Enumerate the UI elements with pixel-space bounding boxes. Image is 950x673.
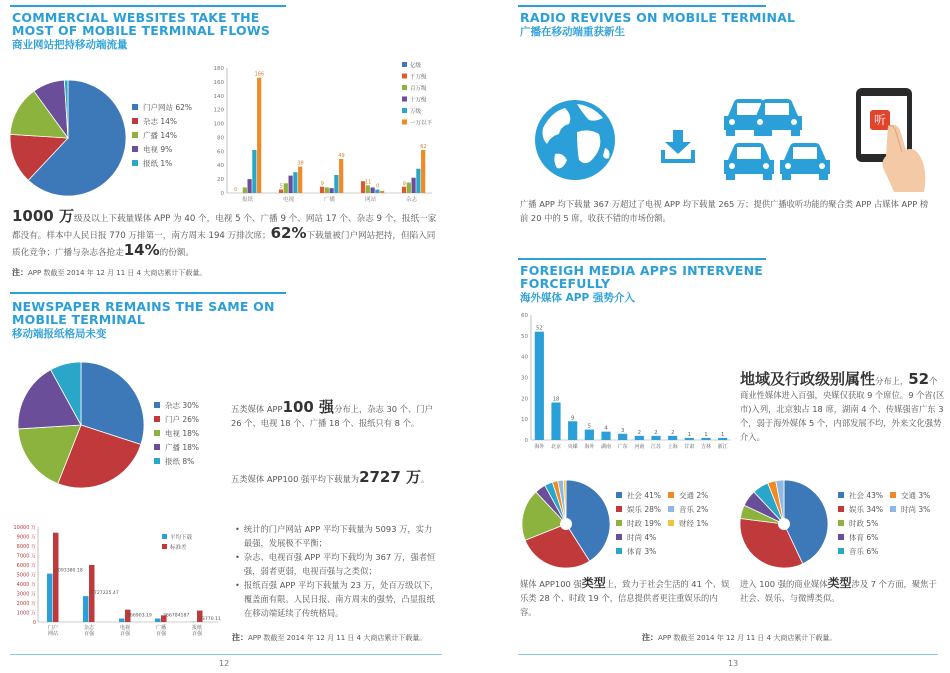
bar-海外 <box>585 430 594 440</box>
legend-row <box>838 544 942 558</box>
pie-legend <box>616 488 720 558</box>
highlight-number: 1000 万 <box>12 207 74 225</box>
legend-item <box>616 490 668 501</box>
footer-rule <box>518 654 938 655</box>
bar-报纸-万级 <box>252 150 256 193</box>
legend-item <box>838 504 890 515</box>
legend-item <box>838 546 890 557</box>
legend-label: 电视 9% <box>143 144 173 154</box>
bar-网站-百万级 <box>366 185 370 193</box>
legend-item <box>132 128 192 142</box>
legend-swatch <box>162 534 167 539</box>
bar-杂志-一万以下 <box>421 150 425 193</box>
y-tick-label: 0 <box>524 438 528 444</box>
legend-item <box>132 114 192 128</box>
legend-row <box>838 530 942 544</box>
section-title-cn: 商业网站把持移动端流量 <box>12 39 128 51</box>
bar-网站-一万以下 <box>380 191 384 193</box>
legend-label: 社会 43% <box>849 490 884 500</box>
legend-label: 杂志 30% <box>165 400 200 410</box>
bar-海外 <box>535 332 544 440</box>
legend-row <box>838 516 942 530</box>
y-tick-label: 100 <box>213 121 224 128</box>
legend-label: 音乐 6% <box>849 546 879 556</box>
x-tick-label: 报纸 <box>241 197 254 203</box>
legend-item <box>838 518 890 529</box>
x-tick-label: 央媒 <box>567 444 578 450</box>
bar-电视-万级 <box>293 172 297 193</box>
legend-swatch <box>838 520 844 526</box>
bar-报纸-十万级 <box>248 179 252 193</box>
legend-row <box>616 544 720 558</box>
data-label: 2727225.47 <box>91 591 119 597</box>
bar-广播-百万级 <box>325 187 329 193</box>
legend-label: 万级 <box>410 109 422 115</box>
bullet-text: 杂志、电视百强 APP 平均下载均为 367 万，强者恒强，弱者更弱，电视百强与之类似； <box>243 552 436 576</box>
pie-chart-types-commercial <box>738 478 830 570</box>
y-tick-label: 4000 万 <box>16 582 36 588</box>
average-downloads-text: 五类媒体 APP100 强平均下载量为2727 万。 <box>231 468 430 486</box>
data-label: 23770.11 <box>199 616 221 622</box>
pie-chart-media-share <box>8 78 128 198</box>
bar-杂志-百万级 <box>407 183 411 193</box>
highlight-number: 14% <box>123 241 160 259</box>
phone-tap-icon <box>850 86 930 194</box>
legend-item <box>838 532 890 543</box>
legend-swatch <box>154 444 160 450</box>
legend-label: 百万级 <box>410 86 427 92</box>
legend-item <box>154 426 199 440</box>
donut-hole <box>778 518 790 530</box>
legend-swatch <box>402 74 407 79</box>
y-tick-label: 3000 万 <box>16 591 36 598</box>
legend-label: 时政 19% <box>627 518 662 528</box>
body-text: 级及以上下载量媒体 APP 为 40 个，电视 5 个、广播 9 个、网站 17 个、杂志 9 个，报纸一家都没有。样本中人民日报 770 万排第一，南方周末 194 万排次席； <box>12 214 437 241</box>
data-label: 62 <box>420 143 427 150</box>
legend-swatch <box>402 97 407 102</box>
bar-电视百强-平均下载 <box>119 619 125 622</box>
legend-row <box>838 502 942 516</box>
x-tick-label: 北京 <box>550 444 562 450</box>
donut-hole <box>560 518 572 530</box>
legend-swatch <box>154 416 160 422</box>
footnote: 注：APP 数截至 2014 年 12 月 11 日 4 大商店累计下载量。 <box>12 268 207 277</box>
section-title-cn: 移动端报纸格局未变 <box>12 328 107 340</box>
y-tick-label: 80 <box>217 135 224 142</box>
legend-label: 娱乐 28% <box>627 504 662 514</box>
top-rule-right <box>518 5 766 7</box>
legend-label: 娱乐 34% <box>849 504 884 514</box>
bar-央媒 <box>568 421 577 440</box>
bar-门户网站-平均下载 <box>47 574 53 622</box>
x-tick-label: 百强 <box>119 631 131 637</box>
legend-item <box>668 504 720 515</box>
bullet-icon: • <box>235 524 240 534</box>
legend-label: 门户网站 62% <box>143 102 193 112</box>
data-label: 9 <box>402 180 406 187</box>
x-tick-label: 湖南 <box>600 444 612 450</box>
bar-电视-千万级 <box>279 190 283 193</box>
section-title-en: NEWSPAPER REMAINS THE SAME ON MOBILE TERMINAL <box>12 299 275 327</box>
y-tick-label: 120 <box>213 107 224 114</box>
legend-label: 千万级 <box>410 74 427 81</box>
legend-swatch <box>890 492 896 498</box>
bar-浙江 <box>718 438 727 440</box>
legend-label: 广播 14% <box>143 130 178 140</box>
legend-item <box>132 156 192 170</box>
y-tick-label: 140 <box>213 93 224 100</box>
bar-广东 <box>618 434 627 440</box>
legend-label: 体育 6% <box>849 532 879 542</box>
legend-label: 电视 18% <box>165 428 200 438</box>
data-label: 0 <box>233 187 238 193</box>
legend-label: 财经 1% <box>679 518 709 528</box>
section-title-cn: 海外媒体 APP 强势介入 <box>520 292 635 304</box>
legend-item <box>616 546 668 557</box>
x-tick-label: 广播 <box>323 197 336 203</box>
pie-legend <box>838 488 942 558</box>
x-tick-label: 百强 <box>155 631 167 637</box>
legend-row <box>616 516 720 530</box>
legend-label: 十万级 <box>410 97 427 104</box>
bar-chart-region-distribution <box>515 308 735 458</box>
legend-item <box>890 490 942 501</box>
data-label: 52 <box>536 325 543 332</box>
legend-item <box>132 100 192 114</box>
legend-swatch <box>890 506 896 512</box>
download-icon <box>660 128 696 164</box>
legend-label: 杂志 14% <box>143 116 178 126</box>
y-tick-label: 7000 万 <box>16 553 36 560</box>
legend-label: 标准差 <box>170 545 187 551</box>
radio-text: 广播 APP 均下载量 367 万超过了电视 APP 均下载量 265 万；提供广播收听功能的聚合类 APP 占媒体 APP 榜前 20 中的 5 席，收获不错的市场份额。 <box>520 199 929 223</box>
legend-label: 报纸 1% <box>143 158 173 168</box>
legend-swatch <box>402 85 407 90</box>
legend-swatch <box>154 458 160 464</box>
legend-swatch <box>402 62 407 67</box>
y-tick-label: 30 <box>521 375 528 382</box>
bar-杂志-千万级 <box>402 187 406 193</box>
data-label: 3 <box>621 427 625 434</box>
x-tick-label: 杂志 <box>83 625 95 631</box>
legend-label: 平均下载 <box>170 535 193 541</box>
x-tick-label: 百强 <box>83 631 95 637</box>
y-tick-label: 10000 万 <box>13 525 36 531</box>
legend-swatch <box>668 506 674 512</box>
globe-icon <box>533 98 617 182</box>
y-tick-label: 2000 万 <box>16 601 36 607</box>
x-tick-label: 报纸 <box>191 625 203 631</box>
section-title-en: RADIO REVIVES ON MOBILE TERMINAL <box>520 10 796 25</box>
legend-item <box>668 490 720 501</box>
bar-报纸-百万级 <box>243 187 247 193</box>
y-tick-label: 0 <box>32 620 36 626</box>
data-label: 5093380.18 <box>55 568 83 574</box>
y-tick-label: 40 <box>217 163 224 170</box>
x-tick-label: 上海 <box>667 444 678 450</box>
legend-swatch <box>838 548 844 554</box>
legend-item <box>154 440 199 454</box>
bar-电视-一万以下 <box>298 167 302 193</box>
x-tick-label: 江苏 <box>650 444 662 450</box>
legend-label: 体育 3% <box>627 546 657 556</box>
x-tick-label: 杂志 <box>405 197 418 203</box>
data-label: 1 <box>721 431 725 438</box>
legend-swatch <box>616 506 622 512</box>
data-label: 5 <box>279 183 283 190</box>
y-tick-label: 6000 万 <box>16 563 36 569</box>
legend-swatch <box>838 506 844 512</box>
legend-label: 音乐 2% <box>679 504 709 514</box>
legend-item <box>154 398 199 412</box>
page-number: 12 <box>219 659 230 668</box>
pie-legend <box>132 100 192 170</box>
legend-swatch <box>132 160 138 166</box>
legend-item <box>132 142 192 156</box>
pie-chart-top100-distribution <box>16 360 146 490</box>
x-tick-label: 浙江 <box>717 444 728 450</box>
types-text-right: 进入 100 强的商业媒体类型涉及 7 个方面，聚焦于社会、娱乐、与微博类似。 <box>740 576 937 603</box>
legend-label: 交通 2% <box>679 490 709 500</box>
footnote: 注：APP 数截至 2014 年 12 月 11 日 4 大商店累计下载量。 <box>232 633 427 642</box>
legend-item <box>838 490 890 501</box>
body-text: 下载量被门户网站把持，但陷入同质化竞争；广播与杂志各抢走 <box>12 231 436 258</box>
section-title-en: COMMERCIAL WEBSITES TAKE THE MOST OF MOBILE TERMINAL FLOWS <box>12 10 271 38</box>
bar-湖南 <box>601 432 610 440</box>
legend-swatch <box>616 520 622 526</box>
x-tick-label: 吉林 <box>700 444 712 450</box>
data-label: 4 <box>604 425 608 432</box>
legend-label: 时尚 3% <box>901 504 931 514</box>
section-rule <box>10 292 286 294</box>
data-label: 5 <box>587 423 591 430</box>
data-label: 2 <box>671 429 675 436</box>
data-label: 9 <box>320 180 324 187</box>
bar-电视-百万级 <box>284 183 288 193</box>
bullet-text: 报纸百强 APP 平均下载量为 23 万，处百万级以下，覆盖面有限。人民日报、南方周末的强势，凸显报纸在移动端延续了传统格局。 <box>243 580 439 618</box>
legend-row <box>616 502 720 516</box>
legend-swatch <box>668 520 674 526</box>
legend-swatch <box>402 108 407 113</box>
data-label: 366784187 <box>163 613 190 619</box>
y-tick-label: 60 <box>217 149 224 156</box>
bullet-item <box>235 578 440 620</box>
x-tick-label: 海外 <box>584 444 595 450</box>
legend-label: 一万以下 <box>410 120 433 127</box>
legend-item <box>154 454 199 468</box>
bar-chart-average-downloads <box>2 522 230 647</box>
body-text: 的份额。 <box>159 248 195 258</box>
legend-swatch <box>616 548 622 554</box>
bar-杂志-万级 <box>416 169 420 193</box>
legend-label: 广播 18% <box>165 442 200 452</box>
data-label: 9 <box>571 415 575 422</box>
top-rule-left <box>10 5 286 7</box>
bar-广播百强-平均下载 <box>155 619 161 622</box>
legend-swatch <box>132 132 138 138</box>
y-tick-label: 10 <box>521 417 528 424</box>
highlight-number: 62% <box>270 224 307 242</box>
legend-swatch <box>616 492 622 498</box>
region-text: 地域及行政级别属性分布上，52个商业性媒体进入百强，央媒仅获取 9 个席位。9 个省(区市)入列，北京独占 18 席，湖南 4 个、传媒强省广东 3 个，弱于海外媒体 5 个，内部发展不均，外来文化强势介入。 <box>740 370 945 442</box>
legend-item <box>668 518 720 529</box>
x-tick-label: 电视 <box>119 625 131 631</box>
y-tick-label: 20 <box>521 396 528 403</box>
bar-广播-万级 <box>334 175 338 193</box>
data-label: 2 <box>654 429 658 436</box>
legend-row <box>616 530 720 544</box>
legend-row <box>838 488 942 502</box>
legend-swatch <box>616 534 622 540</box>
legend-swatch <box>402 120 407 125</box>
x-tick-label: 广东 <box>617 444 628 450</box>
bullet-item <box>235 550 440 578</box>
data-label: 366903.19 <box>127 613 152 619</box>
data-label: 1 <box>704 431 708 438</box>
data-label: 11 <box>364 179 372 186</box>
bullet-text: 统计的门户网站 APP 平均下载量为 5093 万，实力最强，发展极不平衡； <box>243 524 433 548</box>
y-tick-label: 180 <box>213 66 224 72</box>
legend-swatch <box>132 118 138 124</box>
x-tick-label: 河南 <box>634 444 645 450</box>
legend-swatch <box>838 534 844 540</box>
y-tick-label: 40 <box>521 354 528 361</box>
x-tick-label: 百强 <box>191 631 203 637</box>
section-rule <box>518 258 766 260</box>
legend-label: 交通 3% <box>901 490 931 500</box>
x-tick-label: 电视 <box>282 197 295 203</box>
y-tick-label: 1000 万 <box>16 610 36 617</box>
footer-rule <box>10 654 442 655</box>
bar-北京 <box>551 403 560 441</box>
data-label: 49 <box>338 152 345 159</box>
data-label: 166 <box>254 71 265 78</box>
bar-报纸-一万以下 <box>257 78 261 193</box>
footnote: 注：APP 数截至 2014 年 12 月 11 日 4 大商店累计下载量。 <box>642 633 837 642</box>
page-number: 13 <box>728 659 739 668</box>
legend-swatch <box>132 146 138 152</box>
bar-江苏 <box>651 436 660 440</box>
section-title-cn: 广播在移动端重获新生 <box>520 26 625 38</box>
body-paragraph <box>12 209 440 260</box>
pie-chart-types-all <box>520 478 612 570</box>
data-label: 18 <box>552 396 560 403</box>
legend-label: 报纸 8% <box>165 456 195 466</box>
legend-label: 门户 26% <box>165 414 200 424</box>
x-tick-label: 网站 <box>364 197 377 203</box>
legend-swatch <box>154 430 160 436</box>
bar-杂志-十万级 <box>412 178 416 193</box>
legend-item <box>154 412 199 426</box>
legend-swatch <box>132 104 138 110</box>
x-tick-label: 广播 <box>155 625 167 631</box>
legend-row <box>616 488 720 502</box>
y-tick-label: 20 <box>217 177 224 184</box>
y-tick-label: 50 <box>521 333 528 340</box>
types-text-left: 媒体 APP100 强类型上，致力于社会生活的 41 个、娱乐类 28 个、时政 19 个，信息提供者更注重娱乐的内容。 <box>520 576 730 617</box>
bullet-icon: • <box>235 580 240 590</box>
data-label: 0 <box>376 183 380 190</box>
data-label: 1 <box>687 431 691 438</box>
bullet-item <box>235 522 440 550</box>
legend-label: 时政 5% <box>849 518 879 528</box>
bullet-icon: • <box>235 552 240 562</box>
legend-swatch <box>838 492 844 498</box>
legend-label: 社会 41% <box>627 490 662 500</box>
section-title-en: FOREIGH MEDIA APPS INTERVENE FORCEFULLY <box>520 263 764 291</box>
top100-text: 五类媒体 APP100 强分布上，杂志 30 个、门户 26 个、电视 18 个、广播 18 个、报纸只有 8 个。 <box>231 398 433 428</box>
legend-swatch <box>162 544 167 549</box>
bar-广播-千万级 <box>320 187 324 193</box>
x-tick-label: 甘肃 <box>684 444 695 450</box>
data-label: 38 <box>297 160 304 167</box>
bar-甘肃 <box>685 438 694 440</box>
bullet-list <box>235 522 440 620</box>
legend-swatch <box>154 402 160 408</box>
legend-item <box>890 504 942 515</box>
bar-广播-十万级 <box>330 188 334 193</box>
bar-上海 <box>668 436 677 440</box>
data-label: 2 <box>637 429 641 436</box>
y-tick-label: 160 <box>213 79 224 86</box>
legend-item <box>616 532 668 543</box>
bar-吉林 <box>701 438 710 440</box>
y-tick-label: 8000 万 <box>16 544 36 550</box>
y-tick-label: 60 <box>521 313 528 319</box>
x-tick-label: 网站 <box>47 631 59 637</box>
bar-电视-十万级 <box>289 176 293 193</box>
legend-item <box>616 518 668 529</box>
cars-icon <box>720 96 835 184</box>
x-tick-label: 门户 <box>47 625 59 631</box>
y-tick-label: 9000 万 <box>16 534 36 541</box>
legend-swatch <box>668 492 674 498</box>
pie-legend <box>154 398 199 468</box>
y-tick-label: 5000 万 <box>16 572 36 579</box>
legend-item <box>616 504 668 515</box>
bar-网站-万级 <box>375 190 379 193</box>
legend-label: 亿级 <box>410 63 422 69</box>
bar-广播-一万以下 <box>339 159 343 193</box>
bar-网站-十万级 <box>371 187 375 193</box>
bar-杂志百强-平均下载 <box>83 596 89 622</box>
x-tick-label: 海外 <box>534 444 545 450</box>
y-tick-label: 0 <box>220 191 224 197</box>
bar-chart-download-levels <box>205 58 440 208</box>
legend-label: 时尚 4% <box>627 532 657 542</box>
bar-河南 <box>635 436 644 440</box>
bar-门户网站-标准差 <box>53 533 59 622</box>
app-icon-label: 听 <box>873 113 887 127</box>
